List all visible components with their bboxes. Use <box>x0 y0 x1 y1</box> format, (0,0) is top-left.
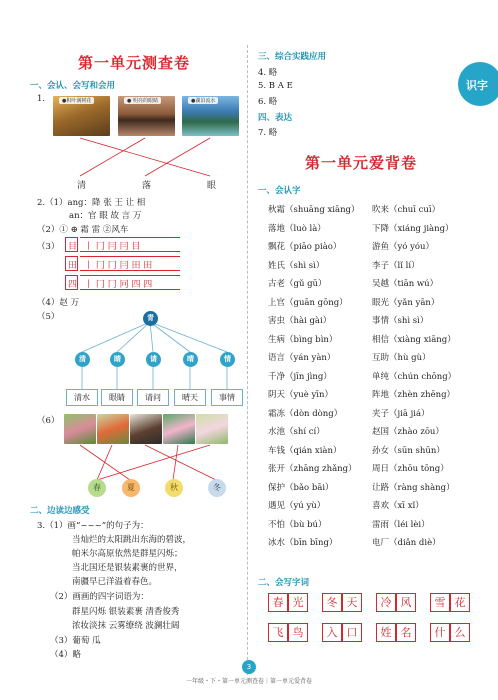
vocab-item: 害虫（hài gài） <box>268 316 332 326</box>
stroke-char-1: 目 <box>68 242 78 252</box>
vocab-item: 千净（jīn jìng） <box>268 371 332 382</box>
photo-fruit <box>97 414 129 444</box>
season-summer: 夏 <box>122 479 140 497</box>
vocab-item: 吹来（chuī cuī） <box>372 205 441 215</box>
q2-3-label: （3） <box>37 242 60 252</box>
season-winter: 冬 <box>208 479 226 497</box>
tree-word-2: 眼睛 <box>101 389 133 406</box>
vocab-item: 保护（bǎo bāi） <box>268 482 334 493</box>
vocab-item: 冰水（bīn bīng） <box>268 538 338 548</box>
write-char: 名 <box>396 623 416 642</box>
q2-1-an: an：官 眼 故 言 万 <box>69 211 142 221</box>
write-char: 入 <box>322 623 342 642</box>
vocab-item: 赵国（zhào zōu） <box>372 427 444 437</box>
q3-3: （3）葡萄 瓜 <box>50 636 101 646</box>
write-char: 姓 <box>376 623 396 642</box>
footer-text: 一年级・下・第一单元测查卷｜第一单元爱背卷 <box>185 678 312 685</box>
vocab-item: 周日（zhōu tōng） <box>372 464 449 474</box>
photo-lotus <box>163 414 195 444</box>
vocab-item: 下降（xiáng jiàng） <box>372 223 454 234</box>
write-char: 冬 <box>322 593 342 612</box>
q2-6: （6） <box>37 416 60 426</box>
vocab-item: 车钱（qián xiàn） <box>268 445 342 456</box>
write-word-box <box>376 593 416 612</box>
stroke-char-2: 田 <box>68 261 78 271</box>
left-title: 第一单元测查卷 <box>78 54 191 72</box>
vocab-item: 事情（shì sì） <box>372 316 429 326</box>
write-word-box <box>430 593 470 612</box>
q2-1-ang: 2.（1）ang：降 张 王 让 相 <box>37 198 146 208</box>
photo-winter-deer <box>130 414 162 444</box>
q2-2: （2）① ⊕ 霜 雷 ②风车 <box>37 225 129 235</box>
tree-node-5: 情 <box>220 352 235 367</box>
photo-spring-flowers <box>64 414 96 444</box>
vocab-item: 夹子（jiā jiá） <box>372 408 430 419</box>
tree-word-5: 事情 <box>211 389 243 406</box>
tree-node-1: 清 <box>75 352 90 367</box>
write-char: 冷 <box>376 593 396 612</box>
vocab-item: 电厂（diǎn diè） <box>372 538 441 548</box>
vocab-item: 古老（gǔ gū） <box>268 279 327 289</box>
vocab-item: 秋霜（shuāng xiāng） <box>268 205 360 215</box>
write-char: 飞 <box>268 623 288 642</box>
answer-7: 7. 略 <box>258 128 278 138</box>
write-char: 花 <box>450 593 470 612</box>
four-char-words-1: 群星闪烁 银装素裹 清香俊秀 <box>72 607 180 617</box>
q1-word-1: 清 <box>77 181 87 191</box>
q2-5: （5） <box>37 312 60 322</box>
vocab-item: 单纯（chún chōng） <box>372 371 457 382</box>
write-char: 鸟 <box>288 623 308 642</box>
vocab-item: 互助（hù gù） <box>372 353 431 363</box>
vocab-item: 喜欢（xī xǐ） <box>372 501 424 511</box>
vocab-item: 雷雨（léi lèi） <box>372 519 430 530</box>
poem-line-4: 南疆早已洋溢着春色。 <box>72 577 158 587</box>
answer-5: 5. B A E <box>258 81 293 91</box>
write-char: 什 <box>430 623 450 642</box>
vocab-item: 飘花（piāo piào） <box>268 242 342 252</box>
write-word-box <box>376 623 416 642</box>
write-word-box <box>322 593 362 612</box>
write-char: 春 <box>268 593 288 612</box>
write-char: 光 <box>288 593 308 612</box>
vocab-item: 生病（bìng bìn） <box>268 334 338 345</box>
vocab-item: 阵地（zhèn zhēng） <box>372 390 456 400</box>
vocab-item: 吴越（tiān wú） <box>372 279 439 289</box>
tree-word-1: 清水 <box>66 389 98 406</box>
write-word-box <box>268 593 308 612</box>
stroke-char-3: 四 <box>68 280 78 290</box>
section-1-head: 一、会认、会写和会用 <box>30 81 116 91</box>
vocab-item: 相信（xiàng xiāng） <box>372 334 456 345</box>
stroke-seq-1: 丨 冂 冃 冃 目 <box>84 242 141 252</box>
vocab-item: 姓氏（shì sì） <box>268 260 325 271</box>
poem-line-3: 当北国还是银装素裹的世界， <box>72 563 183 573</box>
photo-caption-1: ●积叶满树花 <box>59 97 94 104</box>
stroke-seq-2: 丨 冂 冂 冃 田 田 <box>84 261 153 271</box>
vocab-item: 霜冻（dòn dòng） <box>268 408 343 419</box>
q3-4: （4）略 <box>50 650 81 660</box>
tree-node-4: 晴 <box>183 352 198 367</box>
write-char: 么 <box>450 623 470 642</box>
vocab-item: 阴天（yuè yīn） <box>268 390 334 400</box>
write-char: 口 <box>342 623 362 642</box>
section-2-head: 二、边读边感受 <box>30 506 90 516</box>
vocab-item: 让路（ràng shàng） <box>372 482 455 493</box>
photo-caption-3: ●湖泊流水 <box>188 97 218 104</box>
q3-2: （2）画画的四字词语为： <box>50 592 149 602</box>
column-divider <box>247 45 248 675</box>
write-word-box <box>430 623 470 642</box>
answer-6: 6. 略 <box>258 97 278 107</box>
vocab-item: 眼光（yǎn yān） <box>372 297 440 308</box>
tree-word-4: 晴天 <box>174 389 206 406</box>
tree-word-3: 请问 <box>137 389 169 406</box>
right-title: 第一单元爱背卷 <box>305 154 418 172</box>
vocab-item: 语言（yán yàn） <box>268 353 336 363</box>
season-spring: 春 <box>88 479 106 497</box>
four-char-words-2: 浓妆淡抹 云雾缭绕 波澜壮阔 <box>72 621 180 631</box>
stroke-seq-3: 丨 冂 冂 冋 四 四 <box>84 280 153 290</box>
q1-num: 1. <box>37 94 46 104</box>
section-4-head: 四、表达 <box>258 113 293 123</box>
season-autumn: 秋 <box>165 479 183 497</box>
vocab-item: 水池（shí cí） <box>268 427 325 437</box>
poem-line-2: 帕米尔高原依然是群星闪烁； <box>72 549 183 559</box>
vocab-item: 李子（lǐ lí） <box>372 260 420 271</box>
q2-4: （4）赵 万 <box>37 298 80 308</box>
tree-root: 青 <box>143 311 158 326</box>
vocab-item: 孙女（sūn shūn） <box>372 445 445 456</box>
section-6-head: 二、会写字词 <box>258 578 310 588</box>
write-word-box <box>322 623 362 642</box>
q1-word-2: 落 <box>142 181 152 191</box>
literacy-badge: 识字 <box>458 62 498 106</box>
vocab-item: 游鱼（yó yóu） <box>372 242 435 252</box>
photo-blossom <box>196 414 228 444</box>
write-char: 雪 <box>430 593 450 612</box>
q1-word-3: 眼 <box>207 181 217 191</box>
vocab-item: 落地（luò là） <box>268 223 326 234</box>
answer-4: 4. 略 <box>258 68 278 78</box>
photo-caption-2: ● 明亮的眼睛 <box>124 97 161 104</box>
vocab-item: 上官（guān gōng） <box>268 297 348 308</box>
write-char: 天 <box>342 593 362 612</box>
write-char: 风 <box>396 593 416 612</box>
vocab-item: 不怕（bù bú） <box>268 519 327 530</box>
poem-line-1: 当灿烂的太阳跳出东海的碧波， <box>72 535 192 545</box>
vocab-item: 张开（zhāng zhǎng） <box>268 464 357 474</box>
section-3-head: 三、综合实践应用 <box>258 52 327 62</box>
q3-1: 3.（1）画“~~~”的句子为： <box>37 521 149 531</box>
tree-node-3: 请 <box>146 352 161 367</box>
page-number: 3 <box>242 660 256 674</box>
vocab-item: 遇见（yú yù） <box>268 501 326 511</box>
tree-node-2: 睛 <box>110 352 125 367</box>
section-5-head: 一、会认字 <box>258 186 301 196</box>
write-word-box <box>268 623 308 642</box>
